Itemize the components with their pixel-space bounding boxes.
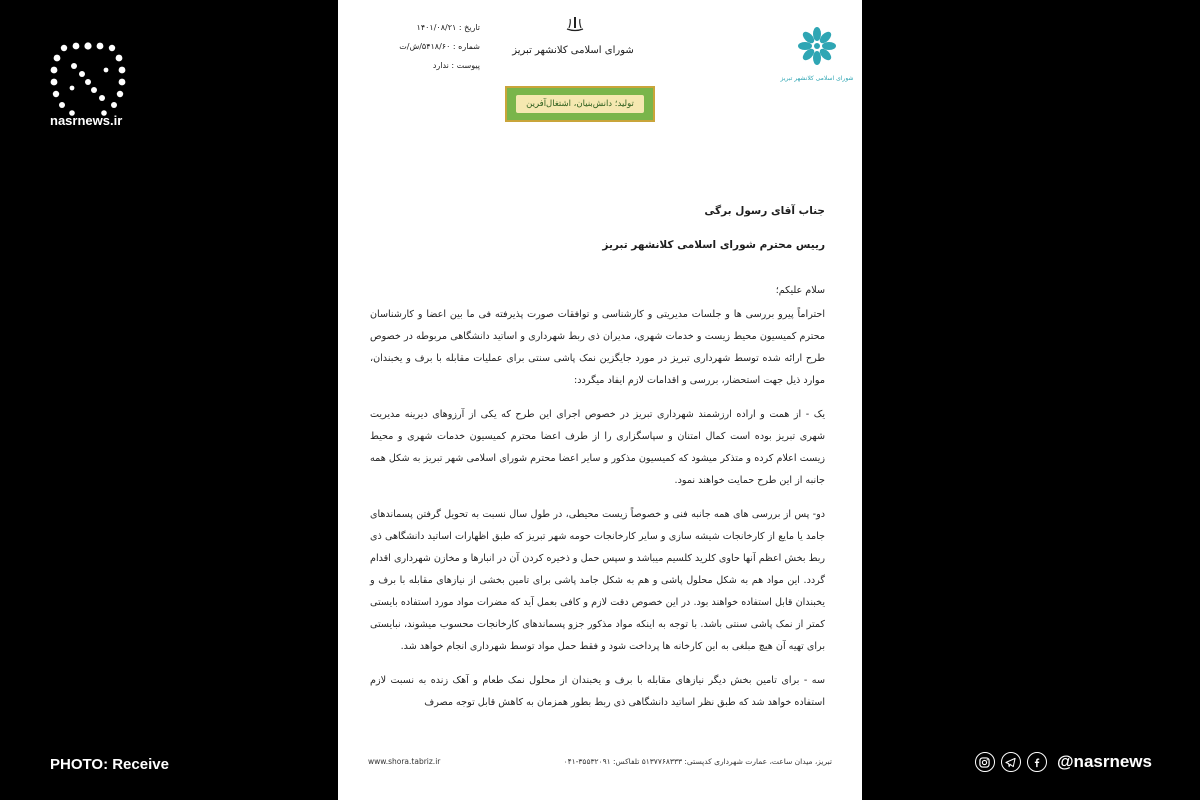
letter-page (338, 0, 862, 800)
greeting: سلام علیکم؛ (775, 285, 825, 296)
council-logo-caption: شورای اسلامی کلانشهر تبریز (780, 75, 854, 82)
social-handle[interactable]: @nasrnews (1056, 752, 1152, 771)
photo-credit: PHOTO: Receive (50, 756, 169, 773)
paragraph-intro: احتراماً پیرو بررسی ها و جلسات مدیریتی و کارشناسی و توافقات صورت پذیرفته فی ما بین اعضا و کارشناسان محترم کمیسیون محیط زیست و خدمات شهری، مدیران ذی ربط شهرداری و اساتید دانشگاهی مربوطه در خصوص طرح ارائه شده توسط شهرداری تبریز در مورد جایگزین نمک پاشی سنتی برای عملیات مقابله با برف و یخبندان، موارد ذیل جهت استحضار، بررسی و اقدامات لازم ایفاد میگردد: (370, 309, 825, 386)
addressee-title: رییس محترم شورای اسلامی کلانشهر تبریز (602, 239, 825, 251)
social-bar (975, 752, 1152, 772)
letter-footer (368, 757, 832, 766)
paragraph-two: دو- پس از بررسی های همه جانبه فنی و خصوصاً زیست محیطی، در طول سال نسبت به تحویل گرفتن پسماندهای جامد یا مایع از کارخانجات شیشه سازی و سایر کارخانجات حومه شهر تبریز که طبق اظهارات اساتید دانشگاهی ذی ربط بخش اعظم آنها حاوی کلرید کلسیم میباشد و سپس حمل و ذخیره کردن آن در انبارها و مخازن شهرداری اقدام گردد. این مواد هم به شکل محلول پاشی و هم به شکل جامد پاشی برای تامین بخشی از نیازهای مقابله با برف و یخبندان قابل استفاده خواهند بود. در این خصوص دقت لازم و کافی بعمل آید که مضرات مواد مورد استفاده بایستی کمتر از نمک پاشی سنتی باشد. با توجه به اینکه مواد مذکور جزو پسماندهای کارخانجات محسوب میشوند، نبایستی برای تهیه آن هیچ مبلغی به این کارخانه ها پرداخت شود و فقط حمل مواد توسط شهرداری انجام خواهد شد. (370, 509, 825, 652)
letter-body (370, 200, 825, 714)
footer-address: تبریز، میدان ساعت، عمارت شهرداری کدپستی: ۵۱۳۷۷۶۸۳۳۳ تلفاکس: ۳۵۵۳۲۰۹۱-۰۴۱ (563, 757, 832, 766)
council-logo-icon (780, 24, 854, 86)
paragraph-three: سه - برای تامین بخش دیگر نیازهای مقابله با برف و یخبندان از محلول نمک طعام و آهک زنده به نسبت لازم استفاده خواهد شد که طبق نظر اساتید دانشگاهی ذی ربط بطور همزمان به کاهش قابل توجه مصرف (370, 675, 825, 708)
nasrnews-logo-icon (48, 40, 128, 118)
council-title: شورای اسلامی کلانشهر تبریز (512, 45, 634, 56)
instagram-icon[interactable] (975, 752, 995, 772)
year-slogan: تولید؛ دانش‌بنیان، اشتغال‌آفرین (516, 95, 644, 113)
letter-number: شماره : ۵۴۱۸/۶۰/ش/ت (399, 42, 480, 51)
year-slogan-banner (505, 86, 655, 122)
letter-meta (360, 18, 480, 75)
emblem-icon (566, 16, 584, 32)
telegram-icon[interactable] (1001, 752, 1021, 772)
letter-attachment: پیوست : ندارد (432, 61, 480, 70)
site-name[interactable]: nasrnews.ir (50, 113, 123, 128)
paragraph-one: یک - از همت و اراده ارزشمند شهرداری تبریز در خصوص اجرای این طرح که یکی از آرزوهای دیرینه مدیریت شهری تبریز بوده است کمال امتنان و سپاسگزاری را از طرف اعضا محترم کمیسیون خدمات شهری و محیط زیست اعلام کرده و متذکر میشود که کمیسیون مذکور و سایر اعضا محترم شورای اسلامی شهر تبریز به شکل همه جانبه از این طرح حمایت خواهند نمود. (370, 409, 825, 486)
letter-date: تاریخ : ۱۴۰۱/۰۸/۲۱ (416, 23, 480, 32)
facebook-icon[interactable] (1027, 752, 1047, 772)
footer-website: www.shora.tabriz.ir (368, 757, 441, 766)
addressee-name: جناب آقای رسول برگی (704, 205, 825, 217)
